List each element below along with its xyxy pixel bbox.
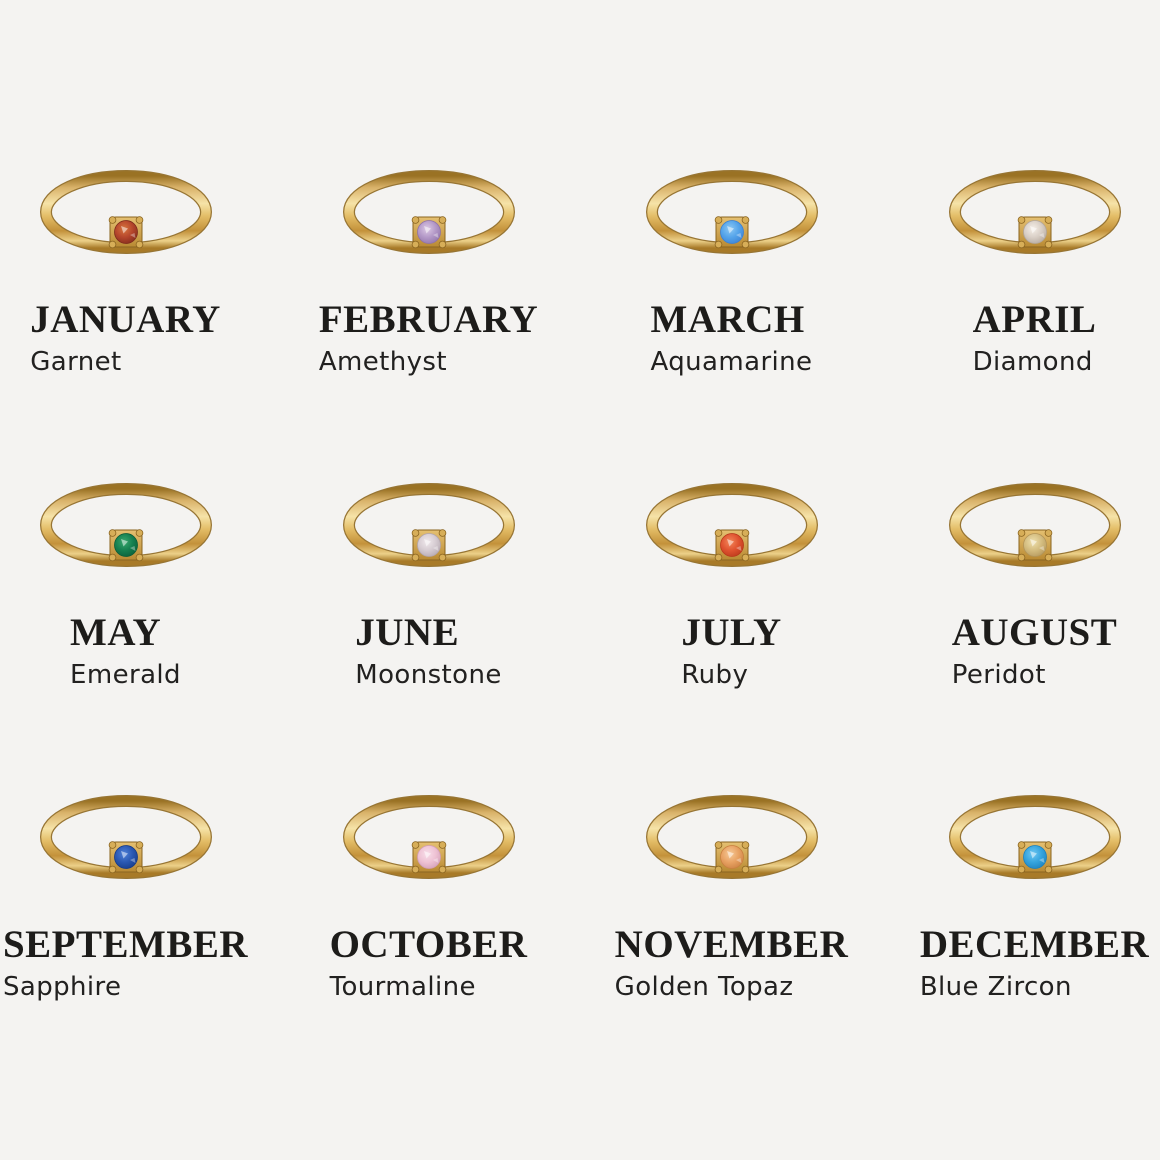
birthstone-caption — [615, 891, 849, 1002]
birthstone-cell — [0, 166, 277, 377]
prong — [439, 866, 446, 873]
prong — [1045, 217, 1052, 224]
gold-ring-image — [323, 479, 535, 579]
birthstone-cell — [277, 166, 580, 377]
birthstone-cell — [277, 479, 580, 690]
prong — [715, 866, 722, 873]
gemstone — [417, 846, 440, 869]
prong — [1018, 529, 1025, 536]
prong — [715, 529, 722, 536]
month-label: JANUARY — [30, 298, 221, 341]
gemstone — [720, 221, 743, 244]
prong — [1018, 866, 1025, 873]
gold-ring-image — [20, 479, 232, 579]
prong — [439, 842, 446, 849]
prong — [742, 554, 749, 561]
prong — [1018, 842, 1025, 849]
birthstone-cell — [883, 479, 1160, 690]
birthstone-cell — [883, 166, 1160, 377]
gem-label: Amethyst — [318, 347, 447, 377]
prong — [1045, 866, 1052, 873]
birthstone-cell — [580, 166, 883, 377]
gold-ring-image — [323, 166, 535, 266]
prong — [742, 866, 749, 873]
birthstone-caption — [319, 266, 538, 377]
prong — [136, 842, 143, 849]
gem-label: Emerald — [70, 659, 181, 690]
month-label: SEPTEMBER — [2, 923, 249, 967]
birthstone-caption — [973, 266, 1097, 377]
birthstone-caption — [952, 579, 1118, 690]
gold-ring-image — [929, 791, 1141, 891]
prong — [412, 842, 419, 849]
gemstone — [114, 846, 137, 869]
gemstone — [114, 221, 137, 244]
prong — [1018, 241, 1025, 248]
gem-label: Ruby — [681, 659, 749, 690]
prong — [1045, 842, 1052, 849]
gemstone — [720, 846, 743, 869]
gem-label: Sapphire — [2, 972, 122, 1003]
gemstone — [1023, 221, 1046, 244]
prong — [136, 241, 143, 248]
prong — [715, 554, 722, 561]
gold-ring-image — [626, 791, 838, 891]
gold-ring-image — [626, 166, 838, 266]
gem-label: Tourmaline — [329, 972, 476, 1003]
gemstone — [417, 221, 440, 244]
gem-label: Aquamarine — [650, 347, 813, 377]
prong — [1045, 554, 1052, 561]
prong — [439, 217, 446, 224]
gemstone — [1023, 846, 1046, 869]
birthstone-caption — [651, 266, 813, 377]
birthstone-cell — [580, 479, 883, 690]
prong — [715, 241, 722, 248]
prong — [109, 217, 116, 224]
prong — [136, 554, 143, 561]
prong — [412, 529, 419, 536]
prong — [412, 217, 419, 224]
prong — [109, 554, 116, 561]
gold-ring-image — [929, 166, 1141, 266]
prong — [742, 842, 749, 849]
prong — [1045, 529, 1052, 536]
prong — [412, 241, 419, 248]
prong — [439, 554, 446, 561]
prong — [412, 554, 419, 561]
gold-ring-image — [20, 791, 232, 891]
birthstone-cell — [883, 791, 1160, 1002]
gem-label: Moonstone — [355, 659, 502, 690]
prong — [742, 217, 749, 224]
month-label: NOVEMBER — [614, 923, 849, 967]
birthstone-caption — [3, 891, 248, 1002]
month-label: MARCH — [650, 298, 805, 341]
gem-label: Golden Topaz — [614, 972, 794, 1003]
month-label: MAY — [70, 610, 162, 654]
gemstone — [1023, 533, 1046, 556]
prong — [109, 842, 116, 849]
birthstone-caption — [681, 579, 781, 690]
birthstone-caption — [355, 579, 501, 690]
month-label: APRIL — [972, 298, 1097, 341]
gold-ring-image — [323, 791, 535, 891]
gold-ring-image — [626, 479, 838, 579]
prong — [715, 217, 722, 224]
birthstone-cell — [0, 791, 277, 1002]
birthstone-cell — [0, 479, 277, 690]
month-label: FEBRUARY — [318, 298, 539, 341]
birthstone-caption — [920, 891, 1149, 1002]
gem-label: Blue Zircon — [919, 972, 1072, 1003]
prong — [1018, 554, 1025, 561]
prong — [109, 866, 116, 873]
gemstone — [417, 533, 440, 556]
prong — [1018, 217, 1025, 224]
month-label: DECEMBER — [919, 923, 1150, 967]
birthstone-caption — [70, 579, 181, 690]
gem-label: Peridot — [951, 659, 1046, 690]
gold-ring-image — [929, 479, 1141, 579]
prong — [715, 842, 722, 849]
birthstone-cell — [277, 791, 580, 1002]
prong — [439, 241, 446, 248]
prong — [136, 217, 143, 224]
prong — [742, 529, 749, 536]
gem-label: Garnet — [30, 347, 122, 377]
gemstone — [720, 533, 743, 556]
birthstone-caption — [30, 266, 221, 377]
prong — [136, 529, 143, 536]
prong — [412, 866, 419, 873]
birthstone-caption — [330, 891, 528, 1002]
prong — [136, 866, 143, 873]
prong — [109, 529, 116, 536]
birthstone-cell — [580, 791, 883, 1002]
gemstone — [114, 533, 137, 556]
prong — [439, 529, 446, 536]
month-label: AUGUST — [951, 610, 1118, 654]
month-label: JUNE — [355, 610, 460, 654]
gem-label: Diamond — [972, 347, 1093, 377]
month-label: OCTOBER — [329, 923, 528, 967]
prong — [109, 241, 116, 248]
prong — [1045, 241, 1052, 248]
gold-ring-image — [20, 166, 232, 266]
prong — [742, 241, 749, 248]
month-label: JULY — [681, 610, 782, 654]
